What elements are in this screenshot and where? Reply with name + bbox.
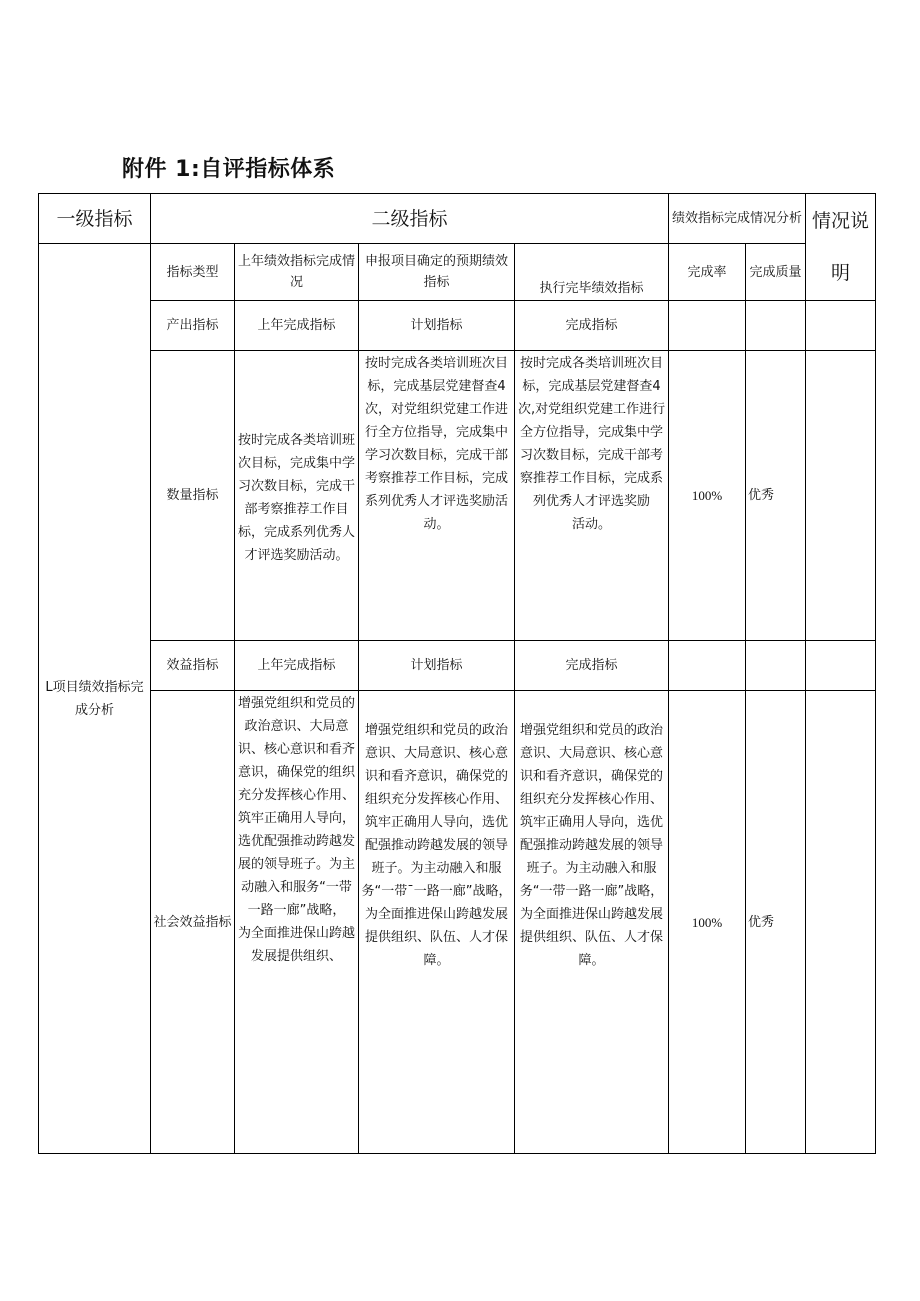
- benefit-remarks: [806, 641, 876, 691]
- quantity-completion-quality: 优秀: [746, 351, 806, 641]
- output-indicator-type: 产出指标: [151, 301, 235, 351]
- header-level1: 一级指标: [39, 194, 151, 244]
- evaluation-indicator-table: [38, 193, 876, 1154]
- benefit-last-year: 上年完成指标: [235, 641, 359, 691]
- output-expected: 计划指标: [359, 301, 515, 351]
- output-rate: [669, 301, 746, 351]
- output-actual: 完成指标: [515, 301, 669, 351]
- benefit-quality: [746, 641, 806, 691]
- social-completion-rate: 100%: [669, 691, 746, 1154]
- subheader-last-year: 上年绩效指标完成情况: [235, 244, 359, 301]
- social-last-year: 增强党组织和党员的政治意识、大局意识、核心意识和看齐意识，确保党的组织充分发挥核心作用、 筑牢正确用人导向，选优配强推动跨越发展的领导班子。为主 动融入和服务“一带一路一廊”战略， 为全面推进保山跨越发展提供组织、: [235, 691, 359, 1154]
- subheader-completion-rate: 完成率: [669, 244, 746, 301]
- social-benefit-indicator-type: 社会效益指标: [151, 691, 235, 1154]
- quantity-expected: 按时完成各类培训班次目标，完成基层党建督查4次，对党组织党建工作进行全方位指导，完成集中学习次数目标，完成干部考察推荐工作目标，完成系列优秀人才评选奖励活动。: [359, 351, 515, 641]
- quantity-last-year: 按时完成各类培训班次目标，完成集中学习次数目标，完成干部考察推荐工作目标，完成系列优秀人才评选奖励活动。: [235, 351, 359, 641]
- benefit-expected: 计划指标: [359, 641, 515, 691]
- output-remarks: [806, 301, 876, 351]
- subheader-indicator-type: 指标类型: [151, 244, 235, 301]
- subheader-actual: 执行完毕绩效指标: [515, 244, 669, 301]
- quantity-indicator-type: 数量指标: [151, 351, 235, 641]
- social-expected: 增强党组织和党员的政治意识、大局意识、核心意识和看齐意识，确保党的组织充分发挥核心作用、筑牢正确用人导向，选优配强推动跨越发展的领导班子。为主动融入和服务“一带ˉ一路一廊”战略，为全面推进保山跨越发展提供组织、队伍、人才保障。: [359, 691, 515, 1154]
- quantity-remarks: [806, 351, 876, 641]
- social-remarks: [806, 691, 876, 1154]
- header-level2: 二级指标: [151, 194, 669, 244]
- subheader-completion-quality: 完成质量: [746, 244, 806, 301]
- benefit-indicator-type: 效益指标: [151, 641, 235, 691]
- page-title: 附件 1:自评指标体系: [122, 157, 336, 182]
- social-actual: 增强党组织和党员的政治意识、大局意识、核心意识和看齐意识，确保党的组织充分发挥核心作用、筑牢正确用人导向，选优配强推动跨越发展的领导班子。为主动融入和服务“一带一路一廊”战略，为全面推进保山跨越发展提供组织、队伍、人才保障。: [515, 691, 669, 1154]
- quantity-completion-rate: 100%: [669, 351, 746, 641]
- header-completion-analysis: 绩效指标完成情况分析: [669, 194, 806, 244]
- level1-indicator-label: L项目绩效指标完成分析: [39, 244, 151, 1154]
- subheader-expected: 申报项目确定的预期绩效指标: [359, 244, 515, 301]
- benefit-actual: 完成指标: [515, 641, 669, 691]
- quantity-actual: 按时完成各类培训班次目标，完成基层党建督查4次,对党组织党建工作进行全方位指导，完成集中学习次数目标，完成干部考察推荐工作目标，完成系列优秀人才评选奖励 活动。: [515, 351, 669, 641]
- social-completion-quality: 优秀: [746, 691, 806, 1154]
- header-remarks: 情况说明: [806, 194, 876, 301]
- output-last-year: 上年完成指标: [235, 301, 359, 351]
- benefit-rate: [669, 641, 746, 691]
- output-quality: [746, 301, 806, 351]
